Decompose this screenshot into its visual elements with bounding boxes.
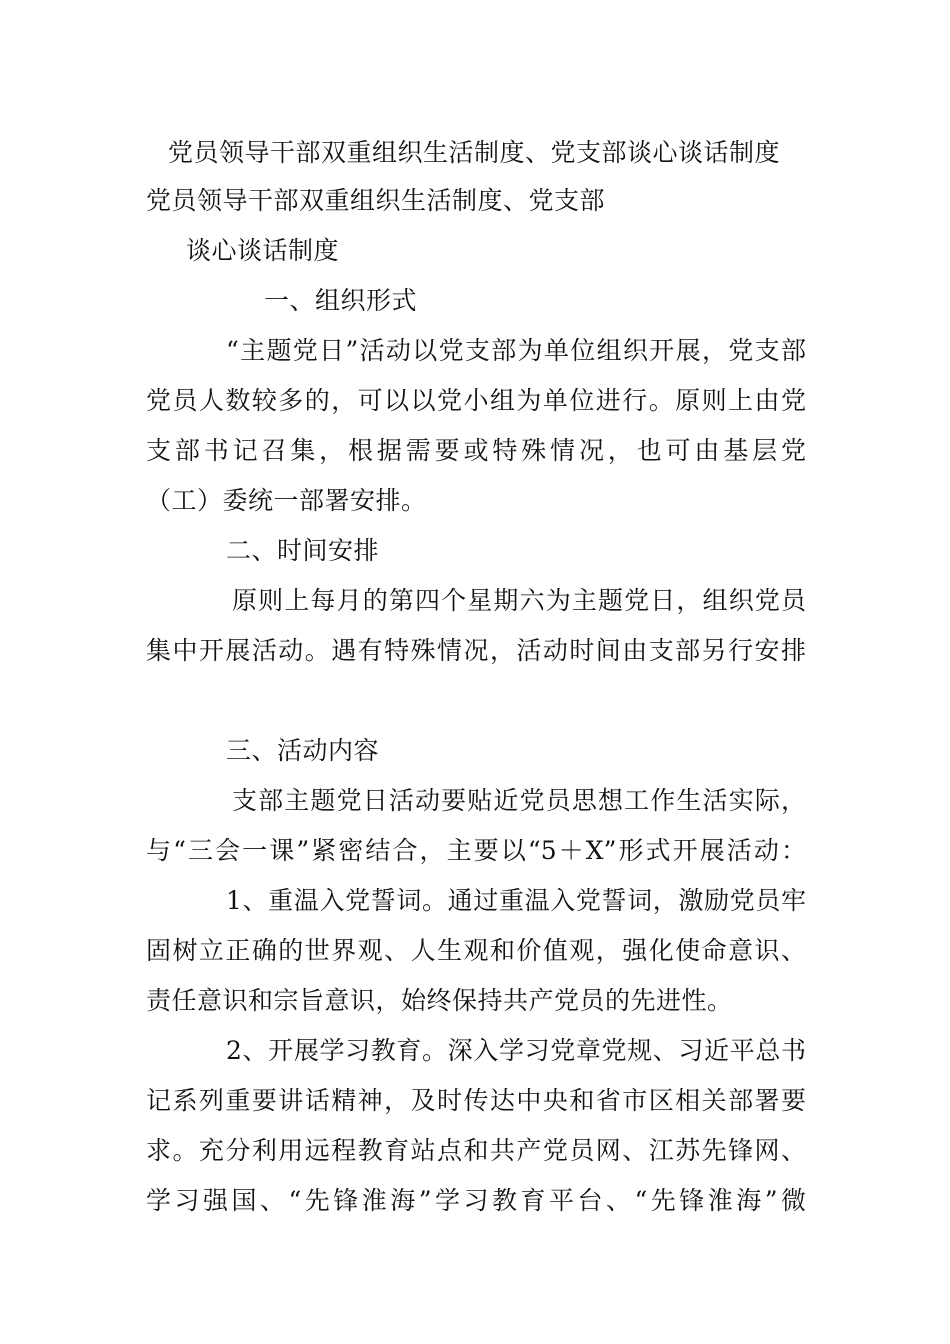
section-heading-schedule: 二、时间安排	[226, 536, 380, 565]
paragraph-line: 支部书记召集，根据需要或特殊情况，也可由基层党	[146, 436, 806, 465]
list-item-line: 责任意识和宗旨意识，始终保持共产党员的先进性。	[146, 986, 733, 1015]
list-item-line: 求。充分利用远程教育站点和共产党员网、江苏先锋网、	[146, 1136, 806, 1165]
paragraph-line: 与“三会一课”紧密结合，主要以“5＋X”形式开展活动：	[146, 836, 806, 865]
list-item-line: 2、开展学习教育。深入学习党章党规、习近平总书	[226, 1036, 806, 1065]
list-item-line: 1、重温入党誓词。通过重温入党誓词，激励党员牢	[226, 886, 806, 915]
paragraph-line: “主题党日”活动以党支部为单位组织开展，党支部	[226, 336, 806, 365]
document-title: 党员领导干部双重组织生活制度、党支部谈心谈话制度	[168, 138, 781, 167]
section-heading-organization: 一、组织形式	[264, 286, 418, 315]
list-item-line: 记系列重要讲话精神，及时传达中央和省市区相关部署要	[146, 1086, 806, 1115]
paragraph-line: 党员人数较多的，可以以党小组为单位进行。原则上由党	[146, 386, 806, 415]
paragraph-line: （工）委统一部署安排。	[146, 486, 427, 515]
paragraph-line: 原则上每月的第四个星期六为主题党日，组织党员	[232, 586, 806, 615]
section-heading-content: 三、活动内容	[226, 736, 380, 765]
list-item-line: 固树立正确的世界观、人生观和价值观，强化使命意识、	[146, 936, 806, 965]
list-item-line: 学习强国、“先锋淮海”学习教育平台、“先锋淮海”微	[146, 1186, 806, 1215]
document-heading-line-2: 谈心谈话制度	[186, 236, 340, 265]
paragraph-line: 支部主题党日活动要贴近党员思想工作生活实际，	[232, 786, 806, 815]
document-heading-line-1: 党员领导干部双重组织生活制度、党支部	[146, 186, 606, 215]
paragraph-line: 集中开展活动。遇有特殊情况，活动时间由支部另行安排	[146, 636, 806, 665]
